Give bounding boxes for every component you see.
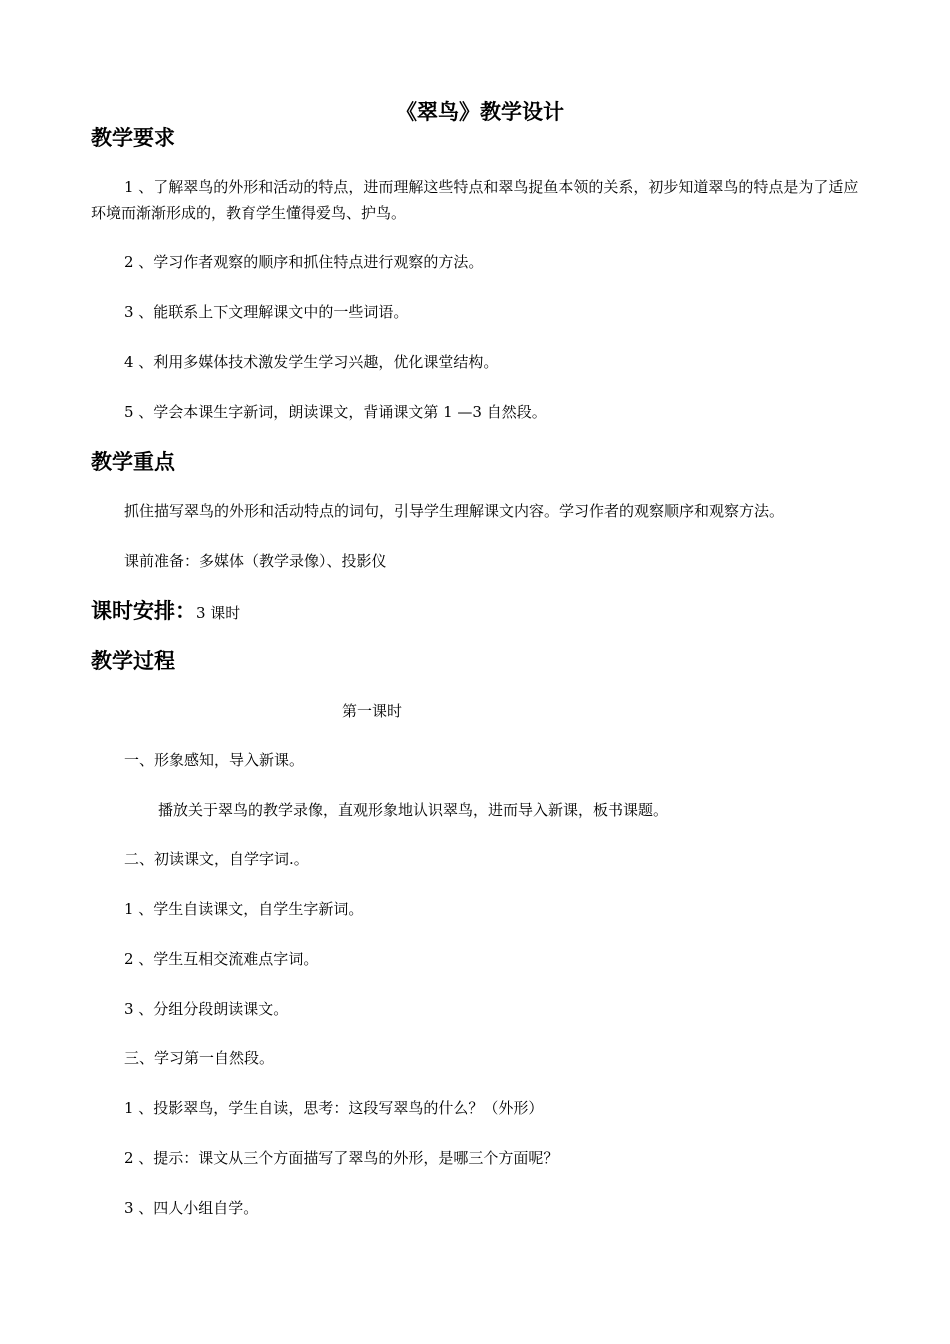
process-line-4: 1 、学生自读课文，自学生字新词。 (124, 900, 364, 918)
requirement-item-2: 2 、学习作者观察的顺序和抓住特点进行观察的方法。 (124, 253, 484, 271)
key-points-text: 抓住描写翠鸟的外形和活动特点的词句，引导学生理解课文内容。学习作者的观察顺序和观察方法。 (124, 502, 785, 520)
requirement-item-4: 4 、利用多媒体技术激发学生学习兴趣，优化课堂结构。 (124, 353, 499, 371)
process-line-7: 三、学习第一自然段。 (124, 1049, 275, 1067)
schedule-heading (91, 597, 240, 627)
process-line-3: 二、初读课文，自学字词.。 (124, 850, 309, 868)
lesson-title: 第一课时 (342, 702, 403, 720)
process-line-10: 3 、四人小组自学。 (124, 1199, 259, 1217)
preparation-text: 课前准备：多媒体（教学录像）、投影仪 (124, 552, 387, 570)
process-line-5: 2 、学生互相交流难点字词。 (124, 950, 319, 968)
requirement-item-3: 3 、能联系上下文理解课文中的一些词语。 (124, 303, 409, 321)
process-line-2: 播放关于翠鸟的教学录像，直观形象地认识翠鸟，进而导入新课，板书课题。 (158, 801, 669, 819)
requirement-item-1: 1 、了解翠鸟的外形和活动的特点，进而理解这些特点和翠鸟捉鱼本领的关系，初步知道翠鸟的特点是为了适应环境而渐渐形成的，教育学生懂得爱鸟、护鸟。 (91, 178, 859, 222)
process-heading: 教学过程 (91, 649, 175, 673)
schedule-label: 课时安排： (91, 599, 196, 623)
process-line-9: 2 、提示：课文从三个方面描写了翠鸟的外形，是哪三个方面呢？ (124, 1149, 559, 1167)
process-line-6: 3 、分组分段朗读课文。 (124, 1000, 289, 1018)
key-points-heading: 教学重点 (91, 450, 175, 474)
process-line-1: 一、形象感知，导入新课。 (124, 751, 305, 769)
requirements-heading: 教学要求 (91, 126, 175, 150)
requirement-item-5: 5 、学会本课生字新词，朗读课文，背诵课文第 1 —3 自然段。 (124, 403, 547, 421)
document-title: 《翠鸟》教学设计 (396, 100, 564, 124)
schedule-value: 3 课时 (196, 604, 241, 622)
process-line-8: 1 、投影翠鸟，学生自读，思考：这段写翠鸟的什么？（外形） (124, 1099, 544, 1117)
